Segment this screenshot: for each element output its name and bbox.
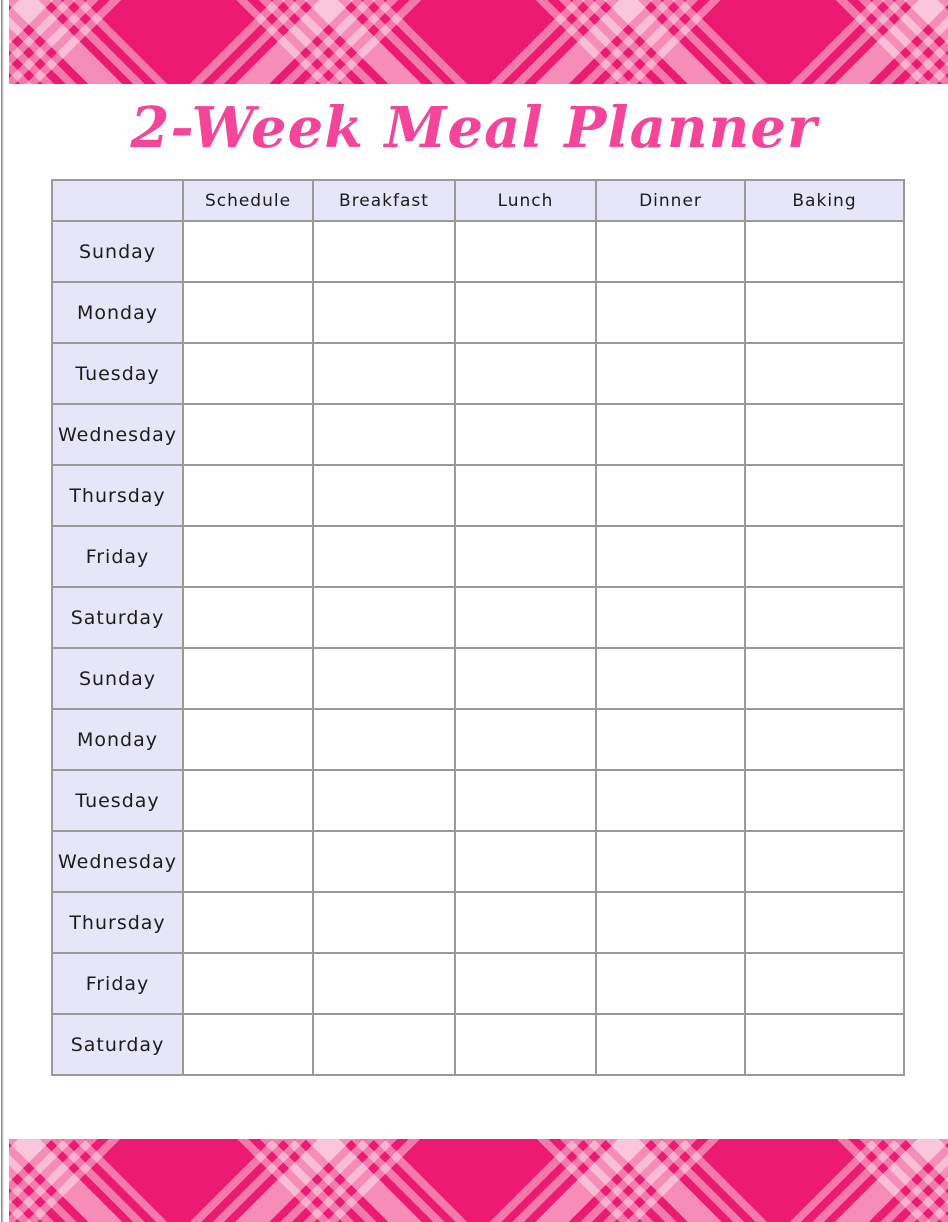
table-row [52,1014,904,1075]
meal-cell-breakfast [313,770,455,831]
table-row [52,282,904,343]
day-label: Friday [52,526,183,587]
meal-cell-dinner [596,1014,745,1075]
day-label: Wednesday [52,831,183,892]
meal-cell-dinner [596,709,745,770]
meal-cell-lunch [455,465,596,526]
table-row [52,526,904,587]
meal-cell-breakfast [313,892,455,953]
meal-cell-breakfast [313,465,455,526]
meal-cell-lunch [455,709,596,770]
meal-cell-lunch [455,953,596,1014]
day-label: Saturday [52,587,183,648]
meal-cell-lunch [455,770,596,831]
day-label: Sunday [52,648,183,709]
day-label: Saturday [52,1014,183,1075]
day-label: Thursday [52,892,183,953]
meal-cell-schedule [183,587,313,648]
meal-cell-schedule [183,1014,313,1075]
meal-cell-dinner [596,404,745,465]
plaid-banner-bottom [9,1139,948,1222]
meal-cell-lunch [455,526,596,587]
day-label: Tuesday [52,770,183,831]
meal-cell-lunch [455,343,596,404]
meal-cell-schedule [183,526,313,587]
meal-cell-baking [745,648,904,709]
meal-cell-baking [745,892,904,953]
meal-cell-schedule [183,648,313,709]
column-header-dinner: Dinner [596,180,745,221]
meal-cell-dinner [596,343,745,404]
day-label: Tuesday [52,343,183,404]
meal-cell-baking [745,526,904,587]
meal-cell-baking [745,465,904,526]
table-row [52,770,904,831]
meal-cell-breakfast [313,831,455,892]
table-row [52,709,904,770]
day-label: Friday [52,953,183,1014]
meal-cell-baking [745,1014,904,1075]
meal-cell-dinner [596,282,745,343]
meal-cell-schedule [183,404,313,465]
planner-table-body [52,221,904,1075]
table-row [52,892,904,953]
meal-cell-dinner [596,770,745,831]
meal-cell-lunch [455,221,596,282]
meal-cell-dinner [596,892,745,953]
meal-cell-schedule [183,343,313,404]
table-row [52,831,904,892]
meal-cell-schedule [183,709,313,770]
day-label: Wednesday [52,404,183,465]
meal-cell-baking [745,587,904,648]
meal-cell-lunch [455,831,596,892]
meal-cell-dinner [596,526,745,587]
meal-cell-lunch [455,1014,596,1075]
day-label: Sunday [52,221,183,282]
meal-cell-baking [745,953,904,1014]
column-header-lunch: Lunch [455,180,596,221]
meal-cell-breakfast [313,282,455,343]
meal-cell-breakfast [313,587,455,648]
meal-cell-schedule [183,221,313,282]
meal-cell-breakfast [313,709,455,770]
table-row [52,343,904,404]
column-header-baking: Baking [745,180,904,221]
meal-cell-schedule [183,282,313,343]
meal-cell-baking [745,343,904,404]
meal-cell-dinner [596,648,745,709]
page-left-edge [0,0,4,1222]
meal-cell-schedule [183,831,313,892]
day-label: Thursday [52,465,183,526]
day-label: Monday [52,709,183,770]
meal-cell-schedule [183,892,313,953]
meal-cell-lunch [455,587,596,648]
table-row [52,221,904,282]
meal-cell-baking [745,404,904,465]
meal-cell-lunch [455,648,596,709]
table-row [52,953,904,1014]
meal-cell-breakfast [313,648,455,709]
meal-cell-breakfast [313,953,455,1014]
table-row [52,465,904,526]
meal-cell-schedule [183,465,313,526]
meal-cell-dinner [596,953,745,1014]
meal-cell-baking [745,770,904,831]
meal-cell-schedule [183,770,313,831]
meal-cell-breakfast [313,526,455,587]
meal-cell-dinner [596,465,745,526]
meal-cell-breakfast [313,343,455,404]
table-row [52,587,904,648]
plaid-banner-top [9,0,948,84]
column-header-breakfast: Breakfast [313,180,455,221]
meal-cell-lunch [455,404,596,465]
meal-cell-breakfast [313,1014,455,1075]
meal-cell-breakfast [313,404,455,465]
meal-cell-schedule [183,953,313,1014]
column-header-schedule: Schedule [183,180,313,221]
meal-cell-dinner [596,831,745,892]
meal-cell-dinner [596,587,745,648]
page-title: 2-Week Meal Planner [130,95,818,161]
meal-cell-baking [745,221,904,282]
day-label: Monday [52,282,183,343]
meal-cell-baking [745,831,904,892]
table-row [52,404,904,465]
meal-cell-baking [745,282,904,343]
meal-cell-baking [745,709,904,770]
meal-cell-breakfast [313,221,455,282]
meal-cell-lunch [455,892,596,953]
meal-cell-lunch [455,282,596,343]
meal-cell-dinner [596,221,745,282]
corner-cell [52,180,183,221]
meal-planner-table [51,179,905,1076]
table-row [52,648,904,709]
table-header-row [52,180,904,221]
